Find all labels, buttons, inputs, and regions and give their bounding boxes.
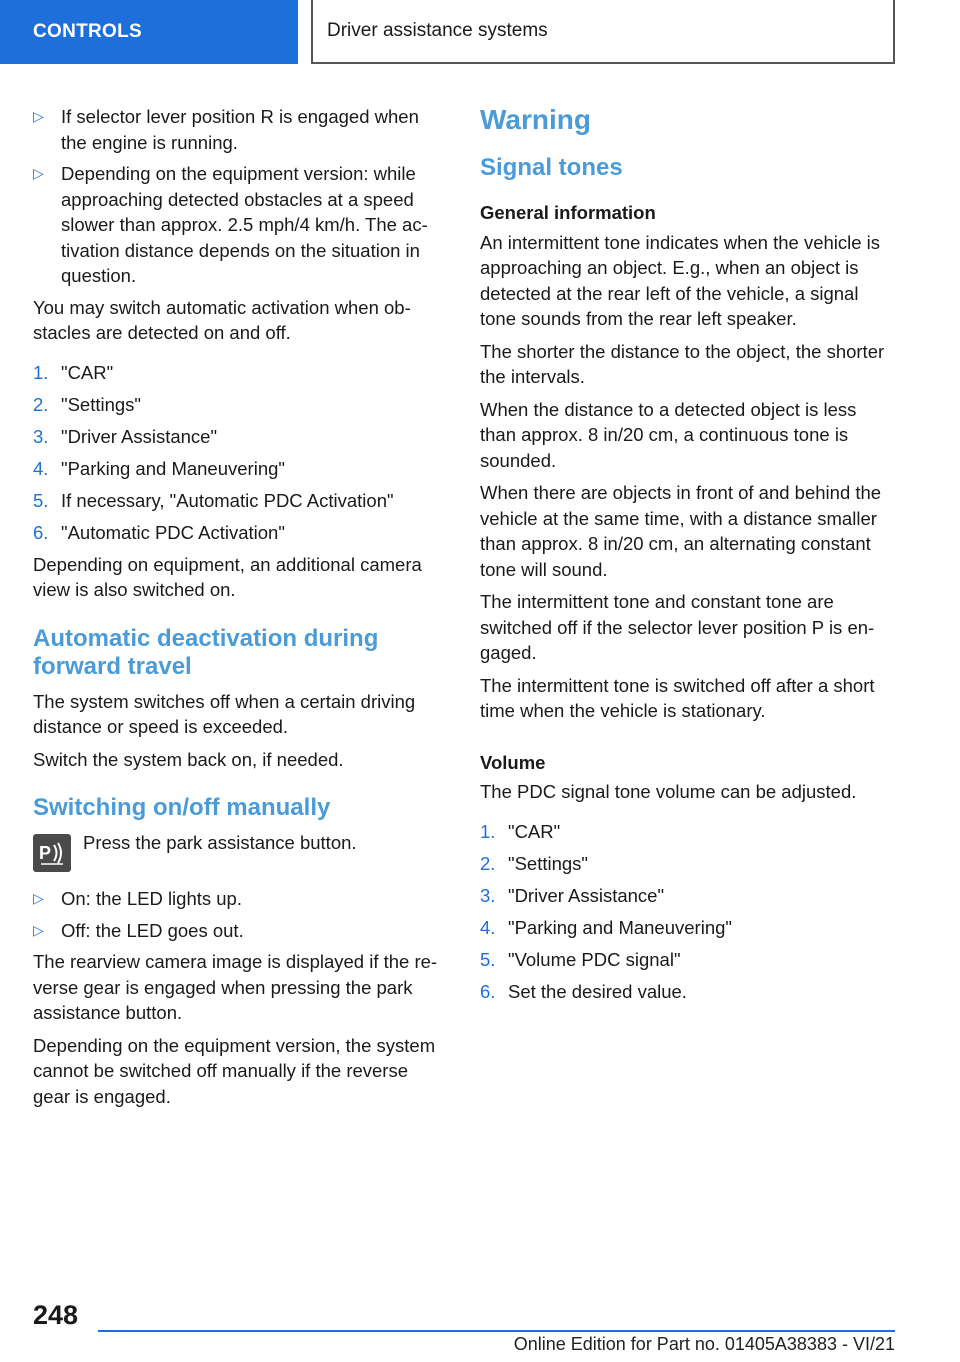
bullet-item: [33, 104, 449, 155]
button-instruction-text: Press the park assistance button.: [83, 832, 357, 853]
steps-list: [33, 360, 449, 546]
heading-volume: Volume: [480, 751, 546, 773]
heading-deactivation: Automatic deactivation during forward travel: [33, 624, 379, 680]
button-instruction: [33, 830, 449, 872]
chapter-title: Driver assistance systems: [327, 20, 548, 41]
section-tab: [0, 0, 298, 64]
steps-list: [480, 819, 896, 1005]
bullet-item: [33, 918, 449, 944]
paragraph: You may switch automatic activation when obstacles are detected on and off.: [33, 296, 411, 343]
list-item: 3. "Driver Assistance": [480, 884, 665, 906]
right-column: [480, 104, 896, 1011]
paragraph: The intermittent tone and constant tone are switched off if the selector lever position P is engaged.: [480, 591, 875, 663]
paragraph: Depending on the equipment version, the system cannot be switched off manually if the reverse gear is engaged.: [33, 1034, 436, 1107]
list-item: 2. "Settings": [480, 852, 588, 874]
paragraph: When the distance to a detected object is less than approx. 8 in/20 cm, a continuous tone is sounded.: [480, 398, 857, 471]
triangle-bullet-icon: ▷: [33, 165, 44, 181]
bullet-item: [33, 886, 449, 912]
heading-manual: Switching on/off manually: [33, 794, 331, 821]
triangle-bullet-icon: ▷: [33, 108, 44, 124]
svg-text:P: P: [39, 843, 52, 863]
footer-divider: [98, 1330, 895, 1332]
list-item: 2. "Settings": [33, 393, 141, 415]
bullet-text: If selector lever position R is engaged when the engine is running.: [61, 106, 419, 153]
paragraph: Depending on equipment, an additional camera view is also switched on.: [33, 553, 422, 600]
paragraph: The rearview camera image is displayed if the reverse gear is engaged when pressing the park assistance button.: [33, 951, 438, 1023]
paragraph: The system switches off when a certain driving distance or speed is exceeded.: [33, 690, 416, 737]
triangle-bullet-icon: ▷: [33, 921, 44, 938]
list-item: 3. "Driver Assistance": [33, 425, 218, 447]
list-item: 1. "CAR": [480, 820, 561, 842]
bullet-text: Off: the LED goes out.: [61, 919, 244, 941]
left-column: [33, 104, 449, 1116]
section-title: CONTROLS: [33, 21, 143, 42]
chapter-tab: [311, 0, 895, 64]
bullet-item: [33, 161, 449, 289]
paragraph: The shorter the distance to the object, the shorter the intervals.: [480, 340, 885, 387]
heading-warning: Warning: [480, 104, 591, 135]
list-item: 5. "Volume PDC signal": [480, 948, 681, 970]
paragraph: Switch the system back on, if needed.: [33, 748, 344, 770]
paragraph: An intermittent tone indicates when the vehicle is approaching an object. E.g., when an object is detected at the rear left of the vehicle, a signal tone sounds from the rear left speaker.: [480, 231, 881, 329]
page-number: 248: [33, 1300, 79, 1330]
list-item: 6. "Automatic PDC Activation": [33, 521, 285, 543]
list-item: 4. "Parking and Maneuvering": [480, 916, 732, 938]
paragraph: The PDC signal tone volume can be adjusted.: [480, 781, 857, 802]
paragraph: When there are objects in front of and behind the vehicle at the same time, with a distance smaller than approx. 8 in/20 cm, an alternating constant tone will sound.: [480, 482, 882, 580]
park-assistance-button-icon: [33, 834, 71, 872]
paragraph: The intermittent tone is switched off after a short time when the vehicle is stationary.: [480, 674, 875, 721]
list-item: 5. If necessary, "Automatic PDC Activation": [33, 489, 394, 511]
list-item: 6. Set the desired value.: [480, 980, 687, 1002]
heading-general-information: General information: [480, 202, 656, 223]
edition-info: Online Edition for Part no. 01405A38383 - VI/21: [513, 1334, 895, 1354]
bullet-text: On: the LED lights up.: [61, 888, 242, 909]
list-item: 1. "CAR": [33, 361, 114, 383]
triangle-bullet-icon: ▷: [33, 890, 44, 906]
heading-signal-tones: Signal tones: [480, 154, 623, 181]
bullet-text: Depending on the equipment version: while approaching detected obstacles at a speed slower than approx. 2.5 mph/4 km/h. The activation distance depends on the situation in question.: [61, 163, 428, 286]
list-item: 4. "Parking and Maneuvering": [33, 457, 285, 479]
